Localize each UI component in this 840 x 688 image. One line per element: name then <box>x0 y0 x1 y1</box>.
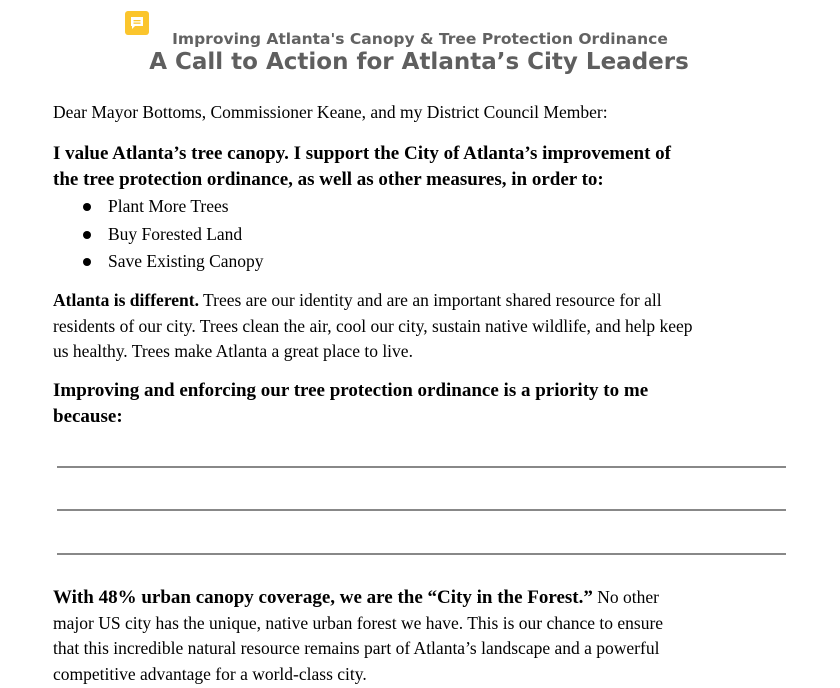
forest-line-1: No other <box>592 587 659 607</box>
subtitle-text: Improving Atlanta's Canopy & Tree Protection Ordinance <box>172 30 668 48</box>
forest-line-3: that this incredible natural resource remains part of Atlanta’s landscape and a powerful <box>53 638 660 658</box>
bullet-icon <box>83 203 91 211</box>
goal-text: Save Existing Canopy <box>108 251 264 271</box>
different-line-1: Trees are our identity and are an important shared resource for all <box>198 290 662 310</box>
priority-prompt <box>53 378 793 430</box>
lead-line-2: the tree protection ordinance, as well as other measures, in order to: <box>53 169 604 190</box>
lead-statement <box>53 141 793 193</box>
bullet-icon <box>83 258 91 266</box>
greeting: Dear Mayor Bottoms, Commissioner Keane, and my District Council Member: <box>53 102 608 122</box>
document-subtitle <box>0 30 840 48</box>
bullet-icon <box>83 231 91 239</box>
forest-line-2: major US city has the unique, native urban forest we have. This is our chance to ensure <box>53 612 664 633</box>
title-text: A Call to Action for Atlanta’s City Leaders <box>149 49 689 75</box>
different-line-3: us healthy. Trees make Atlanta a great place to live. <box>53 341 413 361</box>
priority-line-1: Improving and enforcing our tree protection ordinance is a priority to me <box>53 380 649 401</box>
goal-text: Buy Forested Land <box>108 223 243 244</box>
goals-list <box>53 193 264 276</box>
list-item <box>53 221 264 249</box>
lead-line-1: I value Atlanta’s tree canopy. I support the City of Atlanta’s improvement of <box>53 143 672 164</box>
document-title <box>0 49 840 75</box>
goal-text: Plant More Trees <box>108 196 229 216</box>
list-item <box>53 248 264 276</box>
different-lead: Atlanta is different. <box>53 290 199 310</box>
different-line-2: residents of our city. Trees clean the air, cool our city, sustain native wildlife, and help keep <box>53 315 693 336</box>
priority-line-2: because: <box>53 406 123 427</box>
forest-line-4: competitive advantage for a world-class city. <box>53 663 367 684</box>
atlanta-different-paragraph <box>53 288 793 365</box>
response-line[interactable] <box>57 466 786 468</box>
list-item <box>53 193 264 221</box>
forest-lead: With 48% urban canopy coverage, we are the “City in the Forest.” <box>53 587 593 608</box>
city-in-forest-paragraph <box>53 585 793 687</box>
response-line[interactable] <box>57 509 786 511</box>
response-line[interactable] <box>57 553 786 555</box>
